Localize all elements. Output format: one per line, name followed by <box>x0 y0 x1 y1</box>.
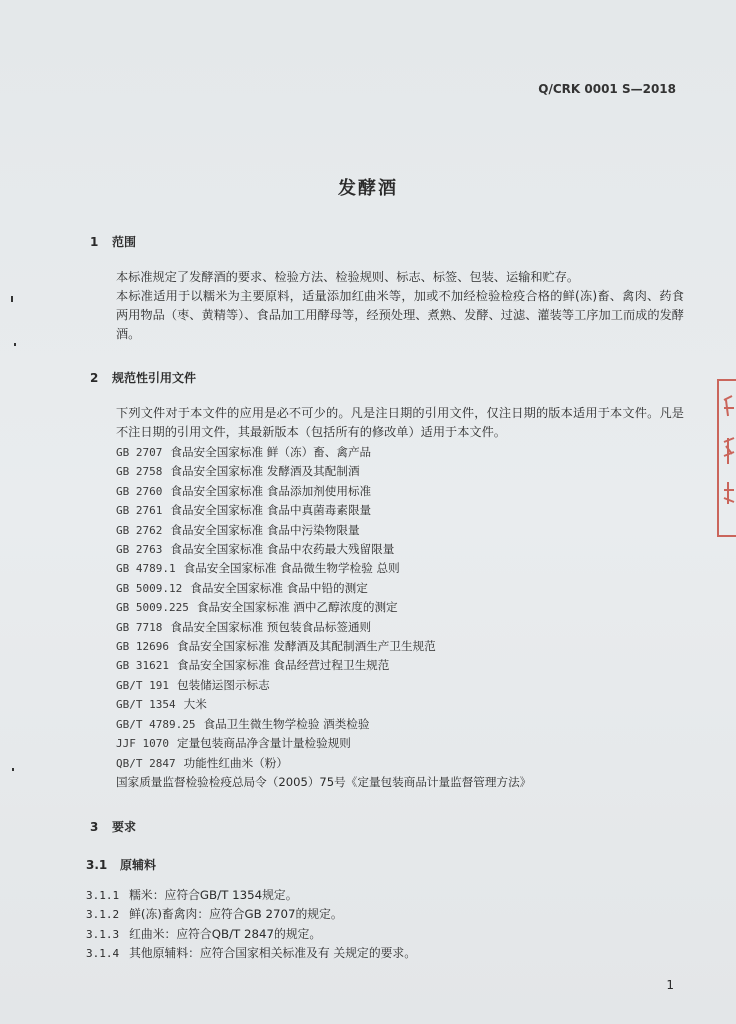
binding-mark <box>11 296 13 302</box>
reference-title: 食品安全国家标准 食品中污染物限量 <box>170 522 360 537</box>
reference-code: GB 2762 <box>116 523 163 537</box>
reference-title: 食品安全国家标准 鲜（冻）畜、禽产品 <box>170 445 372 459</box>
reference-title: 食品卫生微生物学检验 酒类检验 <box>203 716 370 731</box>
reference-code: GB 12696 <box>116 640 169 654</box>
clause-number: 3.1.3 <box>86 927 120 941</box>
reference-item <box>116 754 531 773</box>
clause-item <box>86 886 416 905</box>
section-2-heading <box>90 369 196 386</box>
reference-item <box>116 637 531 656</box>
reference-item <box>116 559 531 578</box>
reference-title: 包装储运图示标志 <box>176 677 270 692</box>
clause-number: 3.1.2 <box>86 908 120 922</box>
reference-code: GB 2760 <box>116 484 163 498</box>
reference-code: GB/T 4789.25 <box>116 717 196 731</box>
reference-list <box>116 443 531 792</box>
reference-item <box>116 773 531 792</box>
paragraph: 本标准适用于以糯米为主要原料，适量添加红曲米等，加或不加经检验检疫合格的鲜(冻)畜、禽肉、药食两用物品（枣、黄精等）、食品加工用酵母等，经预处理、煮熟、发酵、过滤、灌装等工序加工而成的发酵酒。 <box>116 289 684 341</box>
seal-stamp-icon <box>708 378 736 538</box>
reference-title: 食品安全国家标准 食品中铅的测定 <box>190 580 368 595</box>
section-3-1-heading <box>86 856 156 873</box>
reference-code: QB/T 2847 <box>116 756 176 770</box>
paragraph: 本标准规定了发酵酒的要求、检验方法、检验规则、标志、标签、包装、运输和贮存。 <box>116 270 580 284</box>
section-title: 规范性引用文件 <box>112 371 197 385</box>
binding-mark <box>12 768 14 771</box>
reference-title: 食品安全国家标准 食品微生物学检验 总则 <box>183 561 400 576</box>
reference-title: 食品安全国家标准 食品中真菌毒素限量 <box>170 503 372 518</box>
clause-number: 3.1.4 <box>86 946 120 960</box>
reference-item <box>116 695 531 714</box>
reference-item <box>116 676 531 695</box>
reference-code: GB 2758 <box>116 465 163 479</box>
reference-title: 食品安全国家标准 预包装食品标签通则 <box>170 619 372 634</box>
reference-code: GB 4789.1 <box>116 562 176 576</box>
reference-title: 食品安全国家标准 食品经营过程卫生规范 <box>176 658 390 673</box>
reference-code: GB 7718 <box>116 620 163 634</box>
reference-code: JJF 1070 <box>116 737 169 751</box>
reference-title: 国家质量监督检验检疫总局令（2005）75号《定量包装商品计量监督管理方法》 <box>116 774 532 789</box>
reference-title: 食品安全国家标准 酒中乙醇浓度的测定 <box>196 600 398 615</box>
section-1-heading <box>90 233 136 250</box>
reference-item <box>116 579 531 598</box>
reference-item <box>116 482 531 501</box>
binding-mark <box>14 343 16 346</box>
reference-code: GB 31621 <box>116 659 169 673</box>
reference-item <box>116 521 531 540</box>
section-number: 2 <box>90 371 99 385</box>
reference-code: GB 5009.12 <box>116 581 183 595</box>
clause-text: 红曲米：应符合QB/T 2847的规定。 <box>129 926 322 941</box>
reference-item <box>116 715 531 734</box>
reference-code: GB/T 1354 <box>116 698 176 712</box>
clause-number: 3.1.1 <box>86 889 120 902</box>
reference-code: GB 5009.225 <box>116 601 189 615</box>
raw-material-list <box>86 886 416 963</box>
reference-code: GB/T 191 <box>116 678 169 692</box>
section-2-intro <box>84 404 684 442</box>
clause-text: 糯米：应符合GB/T 1354规定。 <box>129 888 298 902</box>
reference-code: GB 2763 <box>116 543 163 557</box>
clause-text: 其他原辅料：应符合国家相关标准及有 关规定的要求。 <box>129 945 417 960</box>
reference-title: 大米 <box>183 697 207 712</box>
reference-item <box>116 618 531 637</box>
reference-title: 食品安全国家标准 发酵酒及其配制酒生产卫生规范 <box>176 639 436 654</box>
reference-title: 食品安全国家标准 发酵酒及其配制酒 <box>170 464 360 479</box>
page-number: 1 <box>666 978 674 992</box>
document-number: Q/CRK 0001 S—2018 <box>538 82 676 96</box>
reference-item <box>116 598 531 617</box>
reference-title: 定量包装商品净含量计量检验规则 <box>176 736 351 751</box>
reference-item <box>116 443 531 462</box>
section-1-body <box>84 268 684 344</box>
reference-item <box>116 540 531 559</box>
section-number: 1 <box>90 235 99 249</box>
clause-item <box>86 925 416 944</box>
section-title: 范围 <box>112 235 137 249</box>
reference-item <box>116 734 531 753</box>
reference-title: 食品安全国家标准 食品添加剂使用标准 <box>170 483 372 498</box>
section-title: 要求 <box>112 820 137 834</box>
section-number: 3 <box>90 820 99 834</box>
reference-code: GB 2707 <box>116 446 163 459</box>
paragraph: 下列文件对于本文件的应用是必不可少的。凡是注日期的引用文件，仅注日期的版本适用于本文件。凡是不注日期的引用文件，其最新版本（包括所有的修改单）适用于本文件。 <box>116 406 684 439</box>
reference-title: 食品安全国家标准 食品中农药最大残留限量 <box>170 542 395 557</box>
reference-item <box>116 462 531 481</box>
reference-item <box>116 501 531 520</box>
section-title: 原辅料 <box>120 858 157 872</box>
reference-item <box>116 656 531 675</box>
clause-item <box>86 905 416 924</box>
clause-text: 鲜(冻)畜禽肉：应符合GB 2707的规定。 <box>129 907 343 922</box>
reference-title: 功能性红曲米（粉） <box>183 755 288 770</box>
section-number: 3.1 <box>86 858 108 872</box>
section-3-heading <box>90 818 136 835</box>
clause-item <box>86 944 416 963</box>
reference-code: GB 2761 <box>116 504 163 518</box>
document-title: 发酵酒 <box>338 178 398 199</box>
